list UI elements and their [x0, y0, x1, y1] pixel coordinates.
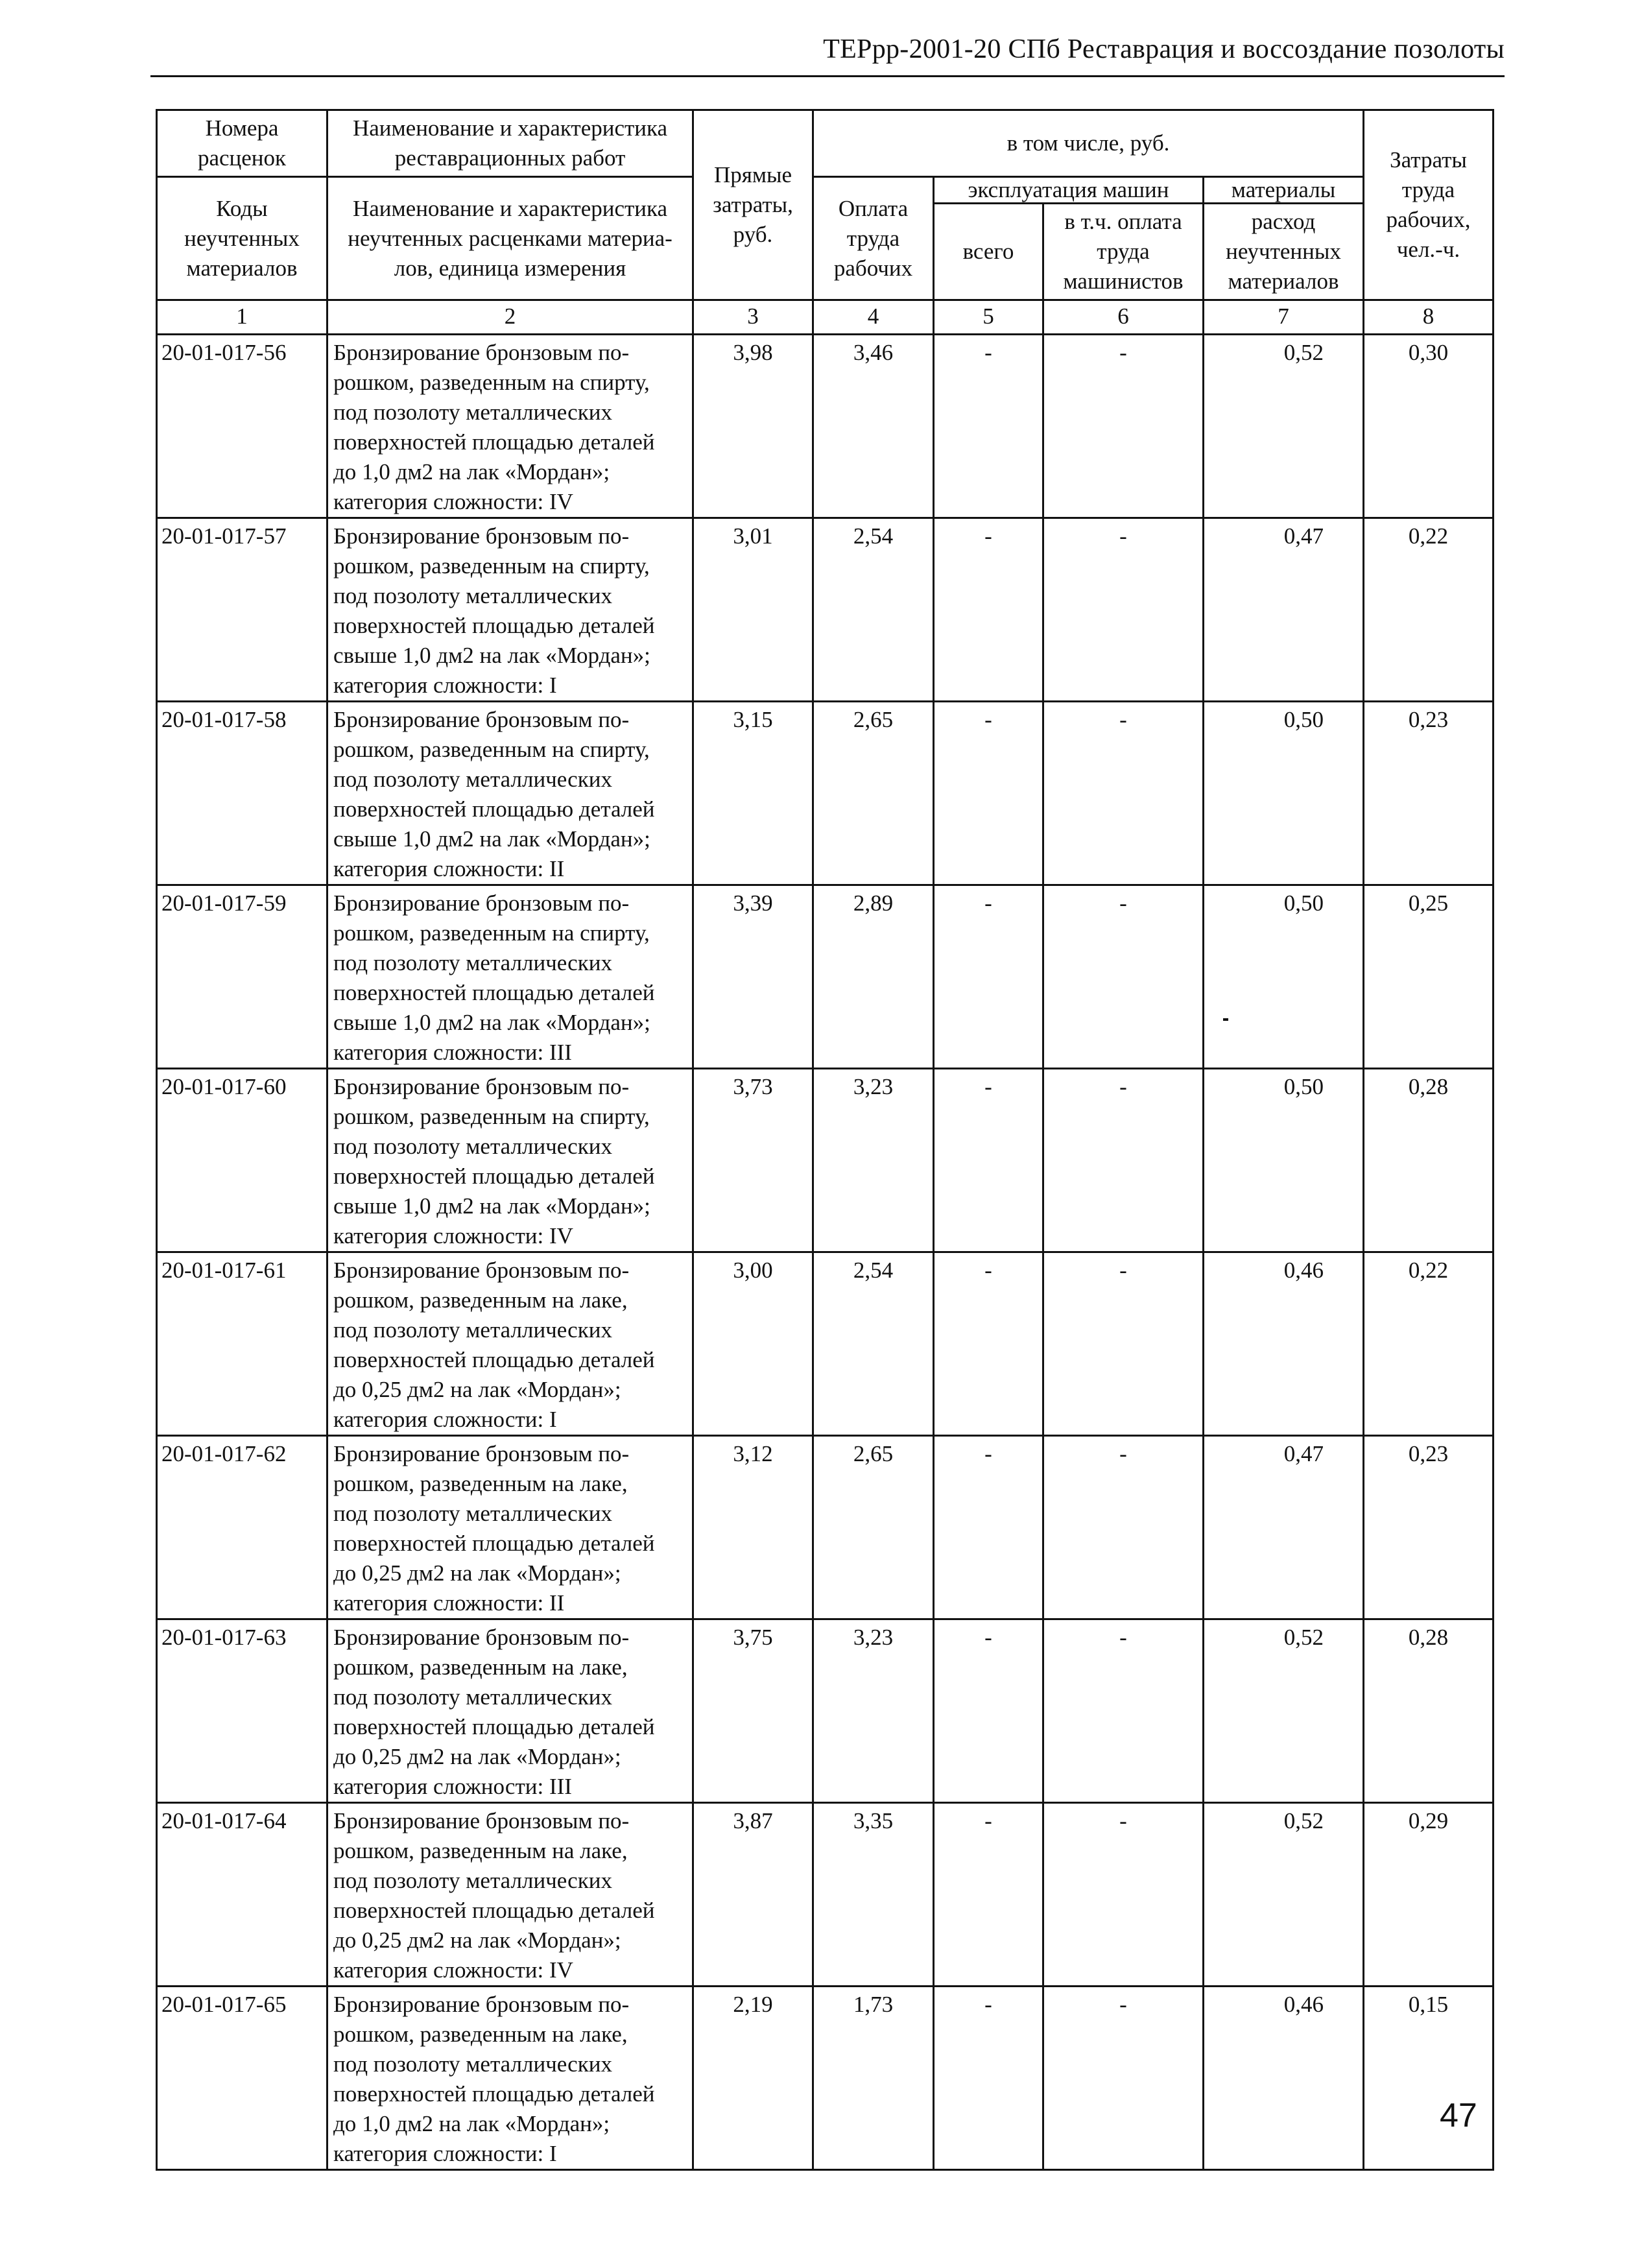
machinists-pay-value: - [1043, 1252, 1204, 1436]
labor-hours-value: 0,23 [1364, 1436, 1494, 1619]
rate-code: 20-01-017-65 [157, 1987, 327, 2170]
materials-value: 0,46 [1204, 1252, 1364, 1436]
table-row [157, 335, 1494, 518]
description-line: под позолоту металлических [333, 767, 612, 792]
header-materials-consumption: расход неучтенных материалов [1204, 204, 1364, 300]
description-line: поверхностей площадью деталей [333, 796, 655, 822]
work-description [327, 335, 693, 518]
description-line: Бронзирование бронзовым по- [333, 1441, 630, 1466]
machines-total-value: - [934, 1987, 1043, 2170]
labor-pay-value: 3,23 [813, 1069, 934, 1252]
description-line: рошком, разведенным на лаке, [333, 1838, 628, 1863]
direct-costs-value: 3,98 [693, 335, 813, 518]
column-number: 5 [934, 300, 1043, 335]
machines-total-value: - [934, 1436, 1043, 1619]
work-description [327, 702, 693, 885]
description-line: свыше 1,0 дм2 на лак «Мордан»; [333, 826, 650, 852]
table-row [157, 885, 1494, 1069]
machinists-pay-value: - [1043, 1803, 1204, 1987]
rate-code: 20-01-017-57 [157, 518, 327, 702]
description-line: рошком, разведенным на спирту, [333, 553, 650, 579]
materials-value: 0,52 [1204, 1619, 1364, 1803]
table-row [157, 1803, 1494, 1987]
rate-code: 20-01-017-62 [157, 1436, 327, 1619]
description-line: категория сложности: IV [333, 1223, 573, 1248]
table-row [157, 1252, 1494, 1436]
description-line: под позолоту металлических [333, 950, 612, 975]
description-line: под позолоту металлических [333, 1317, 612, 1343]
labor-hours-value: 0,29 [1364, 1803, 1494, 1987]
labor-pay-value: 2,54 [813, 518, 934, 702]
description-line: Бронзирование бронзовым по- [333, 1992, 630, 2017]
header-including: в том числе, руб. [813, 110, 1364, 177]
labor-hours-value: 0,22 [1364, 518, 1494, 702]
machinists-pay-value: - [1043, 518, 1204, 702]
machines-total-value: - [934, 335, 1043, 518]
direct-costs-value: 3,12 [693, 1436, 813, 1619]
work-description [327, 518, 693, 702]
table-row [157, 1987, 1494, 2170]
description-line: категория сложности: II [333, 856, 565, 881]
description-line: поверхностей площадью деталей [333, 980, 655, 1005]
machinists-pay-value: - [1043, 885, 1204, 1069]
description-line: категория сложности: III [333, 1040, 572, 1065]
description-line: поверхностей площадью деталей [333, 2081, 655, 2107]
description-line: под позолоту металлических [333, 2051, 612, 2077]
work-description [327, 1987, 693, 2170]
description-line: до 0,25 дм2 на лак «Мордан»; [333, 1377, 621, 1402]
machines-total-value: - [934, 518, 1043, 702]
work-description [327, 1069, 693, 1252]
description-line: Бронзирование бронзовым по- [333, 890, 630, 916]
table-row [157, 518, 1494, 702]
column-number: 7 [1204, 300, 1364, 335]
labor-hours-value: 0,30 [1364, 335, 1494, 518]
labor-pay-value: 2,65 [813, 1436, 934, 1619]
description-line: под позолоту металлических [333, 400, 612, 425]
labor-pay-value: 3,35 [813, 1803, 934, 1987]
description-line: Бронзирование бронзовым по- [333, 1258, 630, 1283]
column-number: 2 [327, 300, 693, 335]
header-work-name: Наименование и характеристика реставрационных работ [327, 110, 693, 177]
direct-costs-value: 3,39 [693, 885, 813, 1069]
column-number: 4 [813, 300, 934, 335]
rate-code: 20-01-017-61 [157, 1252, 327, 1436]
description-line: категория сложности: IV [333, 1957, 573, 1983]
description-line: рошком, разведенным на лаке, [333, 2022, 628, 2047]
description-line: Бронзирование бронзовым по- [333, 1625, 630, 1650]
machines-total-value: - [934, 1619, 1043, 1803]
table-body [157, 335, 1494, 2170]
description-line: рошком, разведенным на лаке, [333, 1471, 628, 1496]
rate-code: 20-01-017-56 [157, 335, 327, 518]
labor-hours-value: 0,25 [1364, 885, 1494, 1069]
column-number: 8 [1364, 300, 1494, 335]
header-labor-pay: Оплата труда рабочих [813, 177, 934, 300]
table-row [157, 1619, 1494, 1803]
description-line: рошком, разведенным на спирту, [333, 920, 650, 946]
direct-costs-value: 3,87 [693, 1803, 813, 1987]
description-line: свыше 1,0 дм2 на лак «Мордан»; [333, 643, 650, 668]
description-line: под позолоту металлических [333, 1501, 612, 1526]
column-number: 3 [693, 300, 813, 335]
header-unaccounted-materials-name: Наименование и характеристика неучтенных расценками материа-лов, единица измерения [327, 177, 693, 300]
description-line: под позолоту металлических [333, 583, 612, 608]
labor-hours-value: 0,15 [1364, 1987, 1494, 2170]
work-description [327, 1803, 693, 1987]
labor-pay-value: 2,54 [813, 1252, 934, 1436]
labor-hours-value: 0,28 [1364, 1069, 1494, 1252]
machines-total-value: - [934, 885, 1043, 1069]
description-line: Бронзирование бронзовым по- [333, 1074, 630, 1099]
header-unaccounted-codes: Коды неучтенных материалов [157, 177, 327, 300]
description-line: до 0,25 дм2 на лак «Мордан»; [333, 1560, 621, 1586]
rate-code: 20-01-017-63 [157, 1619, 327, 1803]
description-line: категория сложности: I [333, 1407, 557, 1432]
header-materials: материалы [1204, 177, 1364, 204]
scan-mark [1223, 1018, 1228, 1021]
work-description [327, 885, 693, 1069]
work-description [327, 1619, 693, 1803]
machines-total-value: - [934, 1252, 1043, 1436]
description-line: категория сложности: I [333, 2141, 557, 2166]
column-number-row [157, 300, 1494, 335]
direct-costs-value: 3,75 [693, 1619, 813, 1803]
materials-value: 0,46 [1204, 1987, 1364, 2170]
column-number: 1 [157, 300, 327, 335]
description-line: рошком, разведенным на спирту, [333, 737, 650, 762]
materials-value: 0,47 [1204, 1436, 1364, 1619]
header-rate-numbers: Номера расценок [157, 110, 327, 177]
labor-pay-value: 1,73 [813, 1987, 934, 2170]
work-description [327, 1436, 693, 1619]
description-line: поверхностей площадью деталей [333, 429, 655, 455]
description-line: Бронзирование бронзовым по- [333, 707, 630, 732]
direct-costs-value: 2,19 [693, 1987, 813, 2170]
materials-value: 0,50 [1204, 885, 1364, 1069]
description-line: рошком, разведенным на лаке, [333, 1287, 628, 1313]
header-direct-costs: Прямые затраты, руб. [693, 110, 813, 300]
labor-pay-value: 3,46 [813, 335, 934, 518]
description-line: до 0,25 дм2 на лак «Мордан»; [333, 1744, 621, 1769]
description-line: Бронзирование бронзовым по- [333, 340, 630, 365]
machinists-pay-value: - [1043, 702, 1204, 885]
description-line: рошком, разведенным на спирту, [333, 370, 650, 395]
direct-costs-value: 3,73 [693, 1069, 813, 1252]
labor-pay-value: 3,23 [813, 1619, 934, 1803]
description-line: категория сложности: I [333, 673, 557, 698]
machines-total-value: - [934, 1069, 1043, 1252]
header-rule [150, 75, 1505, 77]
description-line: рошком, разведенным на спирту, [333, 1104, 650, 1129]
description-line: поверхностей площадью деталей [333, 1164, 655, 1189]
table-row [157, 1069, 1494, 1252]
materials-value: 0,52 [1204, 335, 1364, 518]
machines-total-value: - [934, 702, 1043, 885]
description-line: под позолоту металлических [333, 1868, 612, 1893]
materials-value: 0,50 [1204, 702, 1364, 885]
header-labor-hours: Затраты труда рабочих, чел.-ч. [1364, 110, 1494, 300]
column-number: 6 [1043, 300, 1204, 335]
materials-value: 0,50 [1204, 1069, 1364, 1252]
labor-hours-value: 0,23 [1364, 702, 1494, 885]
description-line: категория сложности: III [333, 1774, 572, 1799]
machinists-pay-value: - [1043, 335, 1204, 518]
description-line: рошком, разведенным на лаке, [333, 1654, 628, 1680]
rate-code: 20-01-017-64 [157, 1803, 327, 1987]
description-line: поверхностей площадью деталей [333, 613, 655, 638]
materials-value: 0,52 [1204, 1803, 1364, 1987]
materials-value: 0,47 [1204, 518, 1364, 702]
direct-costs-value: 3,00 [693, 1252, 813, 1436]
rate-code: 20-01-017-59 [157, 885, 327, 1069]
rate-code: 20-01-017-58 [157, 702, 327, 885]
description-line: поверхностей площадью деталей [333, 1531, 655, 1556]
description-line: свыше 1,0 дм2 на лак «Мордан»; [333, 1193, 650, 1219]
table-row [157, 1436, 1494, 1619]
running-head: ТЕРрр-2001-20 СПб Реставрация и воссоздание позолоты [823, 34, 1505, 64]
header-machines: эксплуатация машин [934, 177, 1204, 204]
description-line: под позолоту металлических [333, 1134, 612, 1159]
description-line: категория сложности: IV [333, 489, 573, 514]
header-machines-total: всего [934, 204, 1043, 300]
description-line: до 1,0 дм2 на лак «Мордан»; [333, 459, 610, 484]
machinists-pay-value: - [1043, 1619, 1204, 1803]
table-row [157, 702, 1494, 885]
description-line: категория сложности: II [333, 1590, 565, 1616]
description-line: до 1,0 дм2 на лак «Мордан»; [333, 2111, 610, 2136]
header-machinists-pay: в т.ч. оплата труда машинистов [1043, 204, 1204, 300]
direct-costs-value: 3,15 [693, 702, 813, 885]
machines-total-value: - [934, 1803, 1043, 1987]
labor-pay-value: 2,89 [813, 885, 934, 1069]
labor-hours-value: 0,22 [1364, 1252, 1494, 1436]
page-number: 47 [1440, 2097, 1477, 2134]
rates-table [156, 109, 1494, 2171]
description-line: до 0,25 дм2 на лак «Мордан»; [333, 1928, 621, 1953]
labor-hours-value: 0,28 [1364, 1619, 1494, 1803]
description-line: поверхностей площадью деталей [333, 1898, 655, 1923]
work-description [327, 1252, 693, 1436]
machinists-pay-value: - [1043, 1069, 1204, 1252]
labor-pay-value: 2,65 [813, 702, 934, 885]
rate-code: 20-01-017-60 [157, 1069, 327, 1252]
description-line: Бронзирование бронзовым по- [333, 523, 630, 549]
description-line: поверхностей площадью деталей [333, 1714, 655, 1739]
description-line: поверхностей площадью деталей [333, 1347, 655, 1372]
machinists-pay-value: - [1043, 1436, 1204, 1619]
description-line: под позолоту металлических [333, 1684, 612, 1710]
description-line: Бронзирование бронзовым по- [333, 1808, 630, 1833]
direct-costs-value: 3,01 [693, 518, 813, 702]
description-line: свыше 1,0 дм2 на лак «Мордан»; [333, 1010, 650, 1035]
machinists-pay-value: - [1043, 1987, 1204, 2170]
